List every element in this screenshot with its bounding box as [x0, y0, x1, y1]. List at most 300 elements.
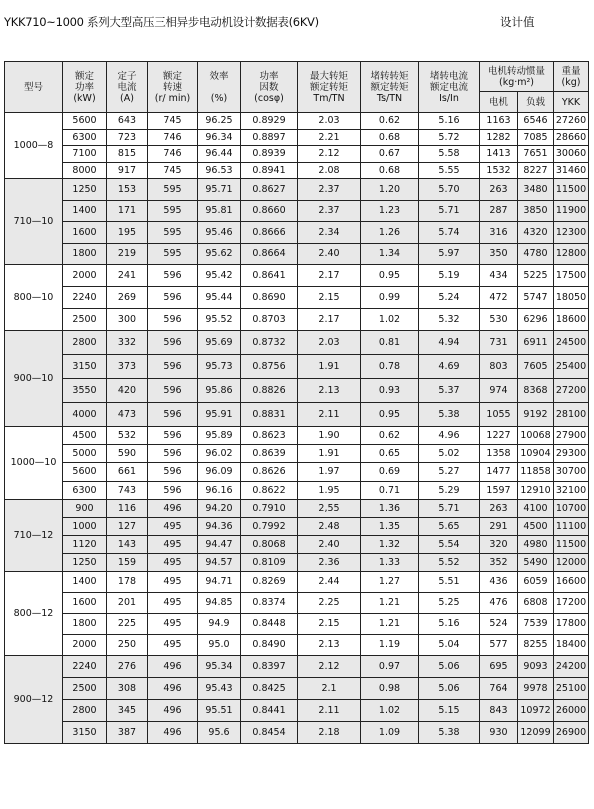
locked-current-cell: 5.15: [419, 699, 480, 721]
locked-current-cell: 5.38: [419, 403, 480, 427]
header-power: 额定 功率 (kW): [63, 62, 107, 113]
table-row: [5, 634, 589, 655]
table-row: [5, 655, 589, 677]
power-cell: 3550: [63, 379, 107, 403]
inertia-motor-cell: 695: [480, 655, 518, 677]
power-cell: 5600: [63, 463, 107, 481]
inertia-motor-cell: 316: [480, 222, 518, 244]
locked-torque-cell: 0.65: [361, 445, 419, 463]
speed-cell: 595: [148, 179, 198, 201]
inertia-motor-cell: 1358: [480, 445, 518, 463]
table-row: [5, 243, 589, 265]
power-cell: 900: [63, 499, 107, 517]
efficiency-cell: 95.69: [198, 331, 241, 355]
locked-current-cell: 5.29: [419, 481, 480, 499]
locked-current-cell: 5.52: [419, 553, 480, 571]
efficiency-cell: 94.71: [198, 571, 241, 592]
table-row: [5, 287, 589, 309]
locked-current-cell: 5.72: [419, 129, 480, 146]
power-cell: 3150: [63, 721, 107, 743]
weight-cell: 12000: [554, 553, 589, 571]
weight-cell: 28660: [554, 129, 589, 146]
max-torque-cell: 1.90: [298, 427, 361, 445]
table-body: [5, 113, 589, 744]
max-torque-cell: 2.15: [298, 287, 361, 309]
weight-cell: 17800: [554, 613, 589, 634]
inertia-load-cell: 7651: [518, 146, 554, 163]
power-cell: 5000: [63, 445, 107, 463]
weight-cell: 25400: [554, 355, 589, 379]
weight-cell: 32100: [554, 481, 589, 499]
locked-torque-cell: 1.09: [361, 721, 419, 743]
inertia-load-cell: 7605: [518, 355, 554, 379]
speed-cell: 596: [148, 427, 198, 445]
header-locked-current: 堵转电流 额定电流 Is/In: [419, 62, 480, 113]
efficiency-cell: 95.34: [198, 655, 241, 677]
max-torque-cell: 2.37: [298, 200, 361, 222]
locked-torque-cell: 1.02: [361, 309, 419, 331]
table-row: [5, 179, 589, 201]
efficiency-cell: 96.34: [198, 129, 241, 146]
current-cell: 387: [107, 721, 148, 743]
model-cell: 710—10: [5, 179, 63, 265]
power-cell: 2500: [63, 677, 107, 699]
power-cell: 2240: [63, 655, 107, 677]
locked-current-cell: 4.69: [419, 355, 480, 379]
speed-cell: 596: [148, 355, 198, 379]
efficiency-cell: 96.53: [198, 162, 241, 179]
header-model: 型号: [5, 62, 63, 113]
speed-cell: 746: [148, 146, 198, 163]
power-cell: 1000: [63, 517, 107, 535]
max-torque-cell: 2.11: [298, 699, 361, 721]
efficiency-cell: 96.44: [198, 146, 241, 163]
inertia-load-cell: 7539: [518, 613, 554, 634]
max-torque-cell: 2.25: [298, 592, 361, 613]
inertia-motor-cell: 1163: [480, 113, 518, 130]
power-factor-cell: 0.8897: [241, 129, 298, 146]
efficiency-cell: 95.6: [198, 721, 241, 743]
locked-torque-cell: 0.95: [361, 265, 419, 287]
max-torque-cell: 2.17: [298, 265, 361, 287]
efficiency-cell: 94.85: [198, 592, 241, 613]
max-torque-cell: 2.37: [298, 179, 361, 201]
inertia-motor-cell: 803: [480, 355, 518, 379]
power-factor-cell: 0.8425: [241, 677, 298, 699]
weight-cell: 17200: [554, 592, 589, 613]
inertia-load-cell: 9978: [518, 677, 554, 699]
power-factor-cell: 0.8941: [241, 162, 298, 179]
inertia-load-cell: 6911: [518, 331, 554, 355]
inertia-motor-cell: 263: [480, 179, 518, 201]
efficiency-cell: 95.43: [198, 677, 241, 699]
locked-torque-cell: 1.26: [361, 222, 419, 244]
max-torque-cell: 2.13: [298, 379, 361, 403]
weight-cell: 27200: [554, 379, 589, 403]
current-cell: 116: [107, 499, 148, 517]
inertia-motor-cell: 764: [480, 677, 518, 699]
efficiency-cell: 95.52: [198, 309, 241, 331]
max-torque-cell: 2.36: [298, 553, 361, 571]
current-cell: 420: [107, 379, 148, 403]
locked-torque-cell: 0.98: [361, 677, 419, 699]
inertia-load-cell: 5225: [518, 265, 554, 287]
locked-torque-cell: 0.78: [361, 355, 419, 379]
current-cell: 143: [107, 535, 148, 553]
locked-current-cell: 5.27: [419, 463, 480, 481]
current-cell: 332: [107, 331, 148, 355]
current-cell: 743: [107, 481, 148, 499]
power-cell: 2240: [63, 287, 107, 309]
locked-current-cell: 4.94: [419, 331, 480, 355]
inertia-load-cell: 10904: [518, 445, 554, 463]
locked-torque-cell: 1.21: [361, 613, 419, 634]
locked-current-cell: 5.54: [419, 535, 480, 553]
locked-current-cell: 5.19: [419, 265, 480, 287]
power-cell: 1250: [63, 553, 107, 571]
model-cell: 900—10: [5, 331, 63, 427]
power-factor-cell: 0.8623: [241, 427, 298, 445]
power-factor-cell: 0.8666: [241, 222, 298, 244]
efficiency-cell: 96.09: [198, 463, 241, 481]
locked-current-cell: 5.97: [419, 243, 480, 265]
table-row: [5, 331, 589, 355]
power-factor-cell: 0.8660: [241, 200, 298, 222]
locked-torque-cell: 0.67: [361, 146, 419, 163]
inertia-motor-cell: 287: [480, 200, 518, 222]
current-cell: 532: [107, 427, 148, 445]
header-inertia-load: 负载: [518, 92, 554, 113]
max-torque-cell: 2.18: [298, 721, 361, 743]
inertia-load-cell: 10972: [518, 699, 554, 721]
power-factor-cell: 0.8664: [241, 243, 298, 265]
locked-torque-cell: 1.27: [361, 571, 419, 592]
locked-current-cell: 5.38: [419, 721, 480, 743]
speed-cell: 595: [148, 243, 198, 265]
speed-cell: 496: [148, 677, 198, 699]
inertia-load-cell: 7085: [518, 129, 554, 146]
efficiency-cell: 95.44: [198, 287, 241, 309]
locked-torque-cell: 0.69: [361, 463, 419, 481]
inertia-load-cell: 12099: [518, 721, 554, 743]
speed-cell: 596: [148, 287, 198, 309]
max-torque-cell: 1.91: [298, 445, 361, 463]
power-cell: 2800: [63, 699, 107, 721]
max-torque-cell: 2.08: [298, 162, 361, 179]
weight-cell: 17500: [554, 265, 589, 287]
power-factor-cell: 0.8826: [241, 379, 298, 403]
inertia-motor-cell: 320: [480, 535, 518, 553]
inertia-load-cell: 6546: [518, 113, 554, 130]
inertia-motor-cell: 263: [480, 499, 518, 517]
current-cell: 201: [107, 592, 148, 613]
inertia-load-cell: 3480: [518, 179, 554, 201]
locked-torque-cell: 0.81: [361, 331, 419, 355]
efficiency-cell: 96.16: [198, 481, 241, 499]
power-cell: 6300: [63, 129, 107, 146]
speed-cell: 596: [148, 309, 198, 331]
speed-cell: 496: [148, 721, 198, 743]
document-title: YKK710~1000 系列大型高压三相异步电动机设计数据表(6KV): [4, 15, 319, 29]
power-factor-cell: 0.8939: [241, 146, 298, 163]
current-cell: 276: [107, 655, 148, 677]
power-factor-cell: 0.8626: [241, 463, 298, 481]
table-row: [5, 535, 589, 553]
power-factor-cell: 0.8732: [241, 331, 298, 355]
locked-current-cell: 5.70: [419, 179, 480, 201]
current-cell: 815: [107, 146, 148, 163]
locked-torque-cell: 1.35: [361, 517, 419, 535]
weight-cell: 10700: [554, 499, 589, 517]
max-torque-cell: 2.40: [298, 535, 361, 553]
model-cell: 1000—10: [5, 427, 63, 500]
current-cell: 171: [107, 200, 148, 222]
max-torque-cell: 1.97: [298, 463, 361, 481]
speed-cell: 496: [148, 499, 198, 517]
current-cell: 723: [107, 129, 148, 146]
power-factor-cell: 0.8627: [241, 179, 298, 201]
power-cell: 1600: [63, 222, 107, 244]
locked-torque-cell: 1.23: [361, 200, 419, 222]
power-factor-cell: 0.8374: [241, 592, 298, 613]
locked-torque-cell: 0.68: [361, 162, 419, 179]
inertia-motor-cell: 1282: [480, 129, 518, 146]
power-cell: 2800: [63, 331, 107, 355]
speed-cell: 495: [148, 535, 198, 553]
locked-torque-cell: 1.20: [361, 179, 419, 201]
locked-torque-cell: 0.93: [361, 379, 419, 403]
locked-current-cell: 4.96: [419, 427, 480, 445]
inertia-load-cell: 10068: [518, 427, 554, 445]
power-factor-cell: 0.7910: [241, 499, 298, 517]
power-factor-cell: 0.8641: [241, 265, 298, 287]
table-row: [5, 222, 589, 244]
efficiency-cell: 95.46: [198, 222, 241, 244]
inertia-load-cell: 6059: [518, 571, 554, 592]
speed-cell: 595: [148, 200, 198, 222]
locked-current-cell: 5.02: [419, 445, 480, 463]
efficiency-cell: 95.89: [198, 427, 241, 445]
locked-torque-cell: 1.32: [361, 535, 419, 553]
inertia-motor-cell: 731: [480, 331, 518, 355]
max-torque-cell: 2.12: [298, 655, 361, 677]
max-torque-cell: 2.40: [298, 243, 361, 265]
inertia-load-cell: 12910: [518, 481, 554, 499]
locked-current-cell: 5.71: [419, 499, 480, 517]
speed-cell: 596: [148, 463, 198, 481]
power-factor-cell: 0.8454: [241, 721, 298, 743]
inertia-load-cell: 5490: [518, 553, 554, 571]
current-cell: 917: [107, 162, 148, 179]
speed-cell: 496: [148, 655, 198, 677]
power-factor-cell: 0.8448: [241, 613, 298, 634]
inertia-load-cell: 4980: [518, 535, 554, 553]
inertia-load-cell: 8255: [518, 634, 554, 655]
max-torque-cell: 2.13: [298, 634, 361, 655]
inertia-load-cell: 6808: [518, 592, 554, 613]
speed-cell: 596: [148, 445, 198, 463]
power-factor-cell: 0.8109: [241, 553, 298, 571]
inertia-motor-cell: 974: [480, 379, 518, 403]
speed-cell: 595: [148, 222, 198, 244]
efficiency-cell: 94.9: [198, 613, 241, 634]
inertia-motor-cell: 350: [480, 243, 518, 265]
table-row: [5, 721, 589, 743]
max-torque-cell: 2.11: [298, 403, 361, 427]
efficiency-cell: 96.02: [198, 445, 241, 463]
max-torque-cell: 2.34: [298, 222, 361, 244]
inertia-motor-cell: 1227: [480, 427, 518, 445]
weight-cell: 24500: [554, 331, 589, 355]
inertia-motor-cell: 1597: [480, 481, 518, 499]
power-factor-cell: 0.8639: [241, 445, 298, 463]
header-weight: 重量 (kg): [554, 62, 589, 92]
weight-cell: 30060: [554, 146, 589, 163]
inertia-motor-cell: 1413: [480, 146, 518, 163]
current-cell: 345: [107, 699, 148, 721]
current-cell: 300: [107, 309, 148, 331]
locked-current-cell: 5.58: [419, 146, 480, 163]
locked-current-cell: 5.55: [419, 162, 480, 179]
model-cell: 800—12: [5, 571, 63, 655]
table-row: [5, 445, 589, 463]
weight-cell: 25100: [554, 677, 589, 699]
current-cell: 219: [107, 243, 148, 265]
inertia-motor-cell: 843: [480, 699, 518, 721]
locked-torque-cell: 0.95: [361, 403, 419, 427]
power-factor-cell: 0.8397: [241, 655, 298, 677]
locked-torque-cell: 1.02: [361, 699, 419, 721]
table-row: [5, 499, 589, 517]
inertia-motor-cell: 930: [480, 721, 518, 743]
locked-torque-cell: 0.97: [361, 655, 419, 677]
inertia-load-cell: 4500: [518, 517, 554, 535]
table-row: [5, 200, 589, 222]
locked-current-cell: 5.25: [419, 592, 480, 613]
speed-cell: 495: [148, 613, 198, 634]
efficiency-cell: 95.71: [198, 179, 241, 201]
locked-torque-cell: 0.99: [361, 287, 419, 309]
weight-cell: 28100: [554, 403, 589, 427]
table-row: [5, 481, 589, 499]
power-cell: 1800: [63, 613, 107, 634]
current-cell: 590: [107, 445, 148, 463]
weight-cell: 26900: [554, 721, 589, 743]
power-factor-cell: 0.7992: [241, 517, 298, 535]
power-cell: 7100: [63, 146, 107, 163]
weight-cell: 12300: [554, 222, 589, 244]
current-cell: 127: [107, 517, 148, 535]
inertia-motor-cell: 1055: [480, 403, 518, 427]
header-current: 定子 电流 (A): [107, 62, 148, 113]
max-torque-cell: 2,55: [298, 499, 361, 517]
speed-cell: 745: [148, 113, 198, 130]
power-factor-cell: 0.8929: [241, 113, 298, 130]
header-power-factor: 功率 因数 (cosφ): [241, 62, 298, 113]
inertia-load-cell: 4780: [518, 243, 554, 265]
weight-cell: 24200: [554, 655, 589, 677]
efficiency-cell: 95.51: [198, 699, 241, 721]
locked-torque-cell: 1.21: [361, 592, 419, 613]
current-cell: 250: [107, 634, 148, 655]
current-cell: 153: [107, 179, 148, 201]
inertia-load-cell: 4320: [518, 222, 554, 244]
inertia-motor-cell: 434: [480, 265, 518, 287]
power-factor-cell: 0.8269: [241, 571, 298, 592]
inertia-motor-cell: 352: [480, 553, 518, 571]
table-row: [5, 592, 589, 613]
weight-cell: 16600: [554, 571, 589, 592]
speed-cell: 495: [148, 571, 198, 592]
current-cell: 643: [107, 113, 148, 130]
weight-cell: 26000: [554, 699, 589, 721]
max-torque-cell: 2.12: [298, 146, 361, 163]
weight-cell: 18600: [554, 309, 589, 331]
model-cell: 800—10: [5, 265, 63, 331]
inertia-load-cell: 9192: [518, 403, 554, 427]
motor-data-table: [4, 61, 589, 744]
locked-torque-cell: 0.71: [361, 481, 419, 499]
model-cell: 900—12: [5, 655, 63, 743]
power-factor-cell: 0.8703: [241, 309, 298, 331]
max-torque-cell: 2.03: [298, 331, 361, 355]
table-row: [5, 463, 589, 481]
inertia-load-cell: 6296: [518, 309, 554, 331]
inertia-motor-cell: 291: [480, 517, 518, 535]
locked-torque-cell: 1.36: [361, 499, 419, 517]
header-max-torque: 最大转矩 额定转矩 Tm/TN: [298, 62, 361, 113]
locked-current-cell: 5.37: [419, 379, 480, 403]
efficiency-cell: 94.57: [198, 553, 241, 571]
current-cell: 661: [107, 463, 148, 481]
speed-cell: 596: [148, 379, 198, 403]
table-row: [5, 355, 589, 379]
power-factor-cell: 0.8690: [241, 287, 298, 309]
speed-cell: 745: [148, 162, 198, 179]
inertia-motor-cell: 577: [480, 634, 518, 655]
power-cell: 1120: [63, 535, 107, 553]
locked-current-cell: 5.32: [419, 309, 480, 331]
table-row: [5, 309, 589, 331]
inertia-motor-cell: 530: [480, 309, 518, 331]
power-cell: 4500: [63, 427, 107, 445]
current-cell: 308: [107, 677, 148, 699]
weight-cell: 30700: [554, 463, 589, 481]
speed-cell: 596: [148, 265, 198, 287]
weight-cell: 31460: [554, 162, 589, 179]
inertia-motor-cell: 524: [480, 613, 518, 634]
speed-cell: 596: [148, 331, 198, 355]
current-cell: 225: [107, 613, 148, 634]
max-torque-cell: 2.21: [298, 129, 361, 146]
inertia-motor-cell: 1477: [480, 463, 518, 481]
weight-cell: 18400: [554, 634, 589, 655]
efficiency-cell: 95.86: [198, 379, 241, 403]
efficiency-cell: 94.36: [198, 517, 241, 535]
max-torque-cell: 1.91: [298, 355, 361, 379]
power-factor-cell: 0.8068: [241, 535, 298, 553]
current-cell: 269: [107, 287, 148, 309]
locked-current-cell: 5.71: [419, 200, 480, 222]
power-factor-cell: 0.8490: [241, 634, 298, 655]
power-cell: 5600: [63, 113, 107, 130]
weight-cell: 11500: [554, 179, 589, 201]
inertia-load-cell: 8368: [518, 379, 554, 403]
header-locked-torque: 堵转转矩 额定转矩 Ts/TN: [361, 62, 419, 113]
table-row: [5, 403, 589, 427]
speed-cell: 495: [148, 517, 198, 535]
speed-cell: 495: [148, 634, 198, 655]
